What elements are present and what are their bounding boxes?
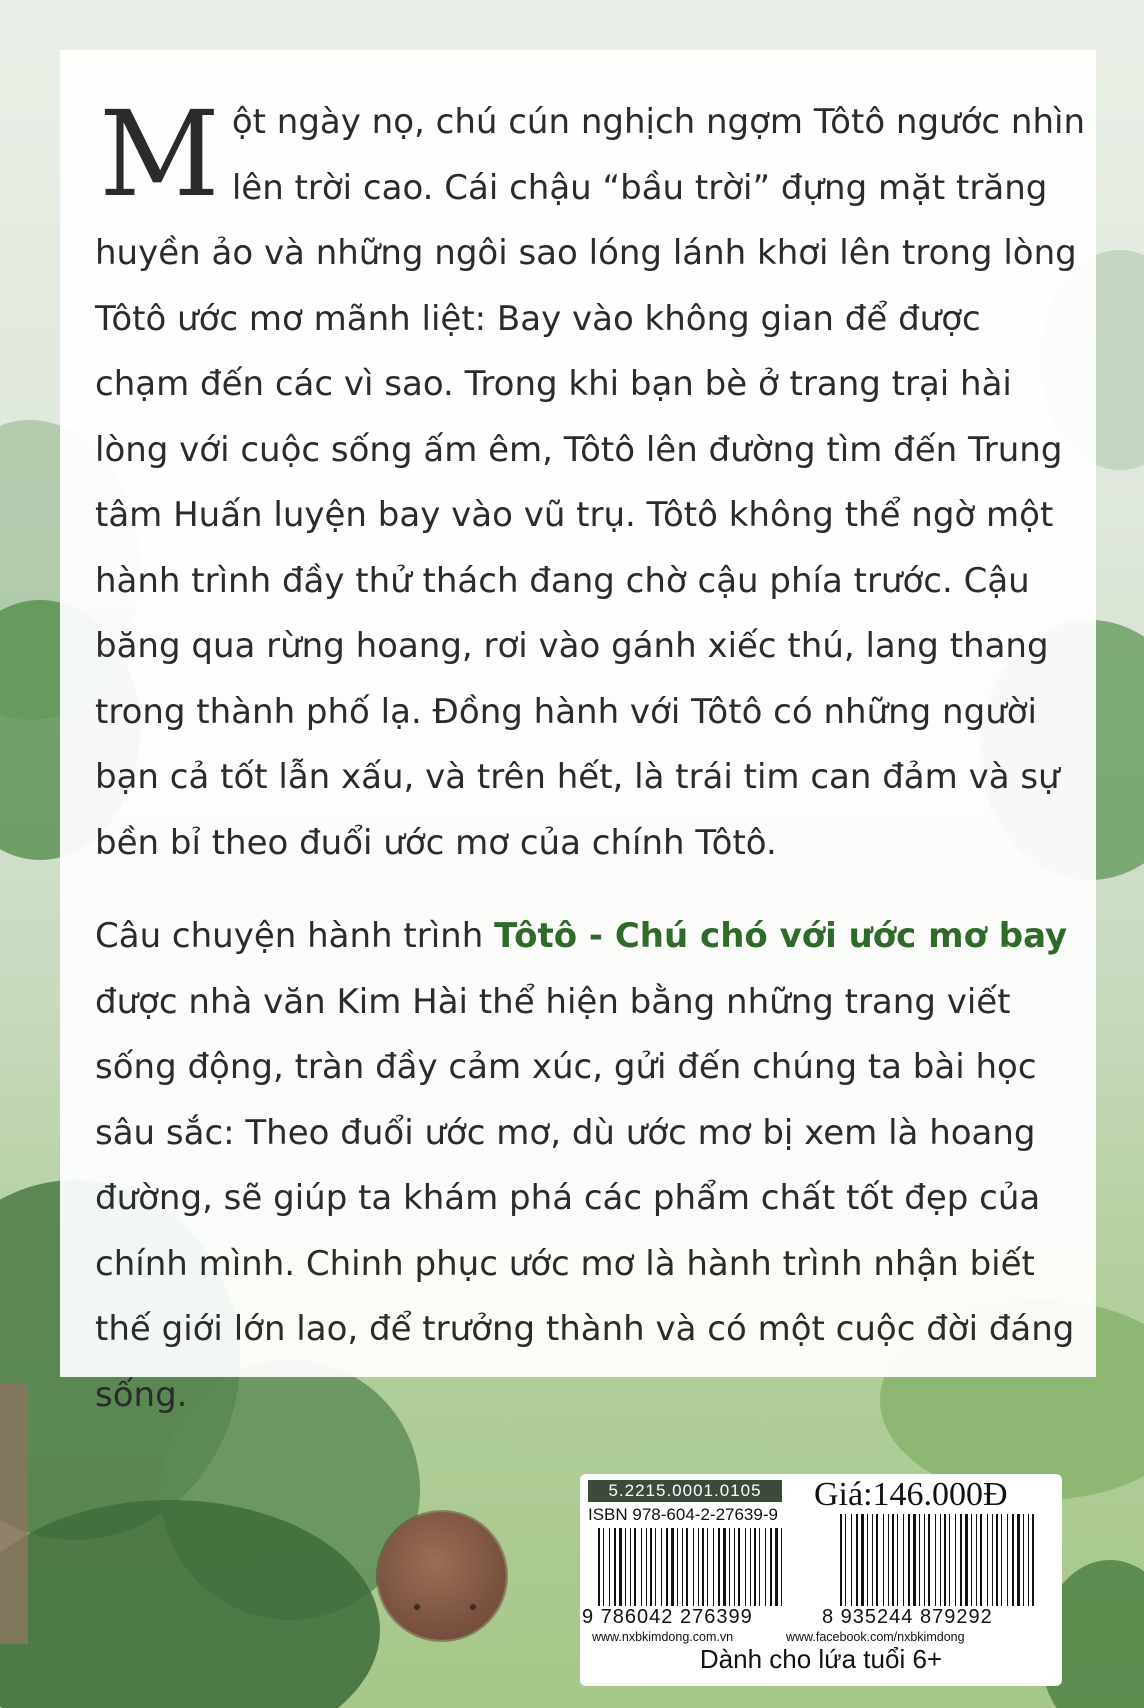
facebook-url: www.facebook.com/nxbkimdong [786, 1630, 965, 1644]
paragraph-2 [95, 904, 1085, 1428]
publisher-code: 5.2215.0001.0105 [588, 1480, 782, 1502]
website-url: www.nxbkimdong.com.vn [592, 1630, 734, 1644]
price-label: Giá:146.000Đ [814, 1476, 1008, 1513]
drop-cap: M [99, 85, 220, 223]
paragraph-1 [95, 85, 1085, 876]
paragraph-1-text: ột ngày nọ, chú cún nghịch ngợm Tôtô ngước nhìn lên trời cao. Cái chậu “bầu trời” đựng mặt trăng huyền ảo và những ngôi sao lóng lánh khơi lên trong lòng Tôtô ước mơ mãnh liệt: Bay vào không gian để được chạm đến các vì sao. Trong khi bạn bè ở trang trại hài lòng với cuộc sống ấm êm, Tôtô lên đường tìm đến Trung tâm Huấn luyện bay vào vũ trụ. Tôtô không thể ngờ một hành trình đầy thử thách đang chờ cậu phía trước. Cậu băng qua rừng hoang, rơi vào gánh xiếc thú, lang thang trong thành phố lạ. Đồng hành với Tôtô có những người bạn cả tốt lẫn xấu, và trên hết, là trái tim can đảm và sự bền bỉ theo đuổi ước mơ của chính Tôtô. [95, 102, 1085, 863]
isbn-label: ISBN 978-604-2-27639-9 [588, 1505, 778, 1524]
isbn-barcode-number: 9 786042 276399 [582, 1606, 753, 1628]
ean-barcode-number: 8 935244 879292 [822, 1606, 993, 1628]
isbn-barcode [596, 1528, 786, 1606]
paragraph-2-lead: Câu chuyện hành trình [95, 916, 495, 956]
book-title-inline: Tôtô - Chú chó với ước mơ bay [494, 916, 1068, 956]
back-cover-blurb [95, 85, 1085, 1428]
fence-post [0, 1384, 28, 1644]
publisher-seal-sticker [378, 1512, 506, 1640]
ean-barcode [838, 1514, 1038, 1606]
age-rating: Dành cho lứa tuổi 6+ [699, 1644, 943, 1674]
barcode-card [580, 1474, 1062, 1686]
paragraph-2-text: được nhà văn Kim Hài thể hiện bằng những trang viết sống động, tràn đầy cảm xúc, gửi đến chúng ta bài học sâu sắc: Theo đuổi ước mơ, dù ước mơ bị xem là hoang đường, sẽ giúp ta khám phá các phẩm chất tốt đẹp của chính mình. Chinh phục ước mơ là hành trình nhận biết thế giới lớn lao, để trưởng thành và có một cuộc đời đáng sống. [95, 981, 1075, 1415]
